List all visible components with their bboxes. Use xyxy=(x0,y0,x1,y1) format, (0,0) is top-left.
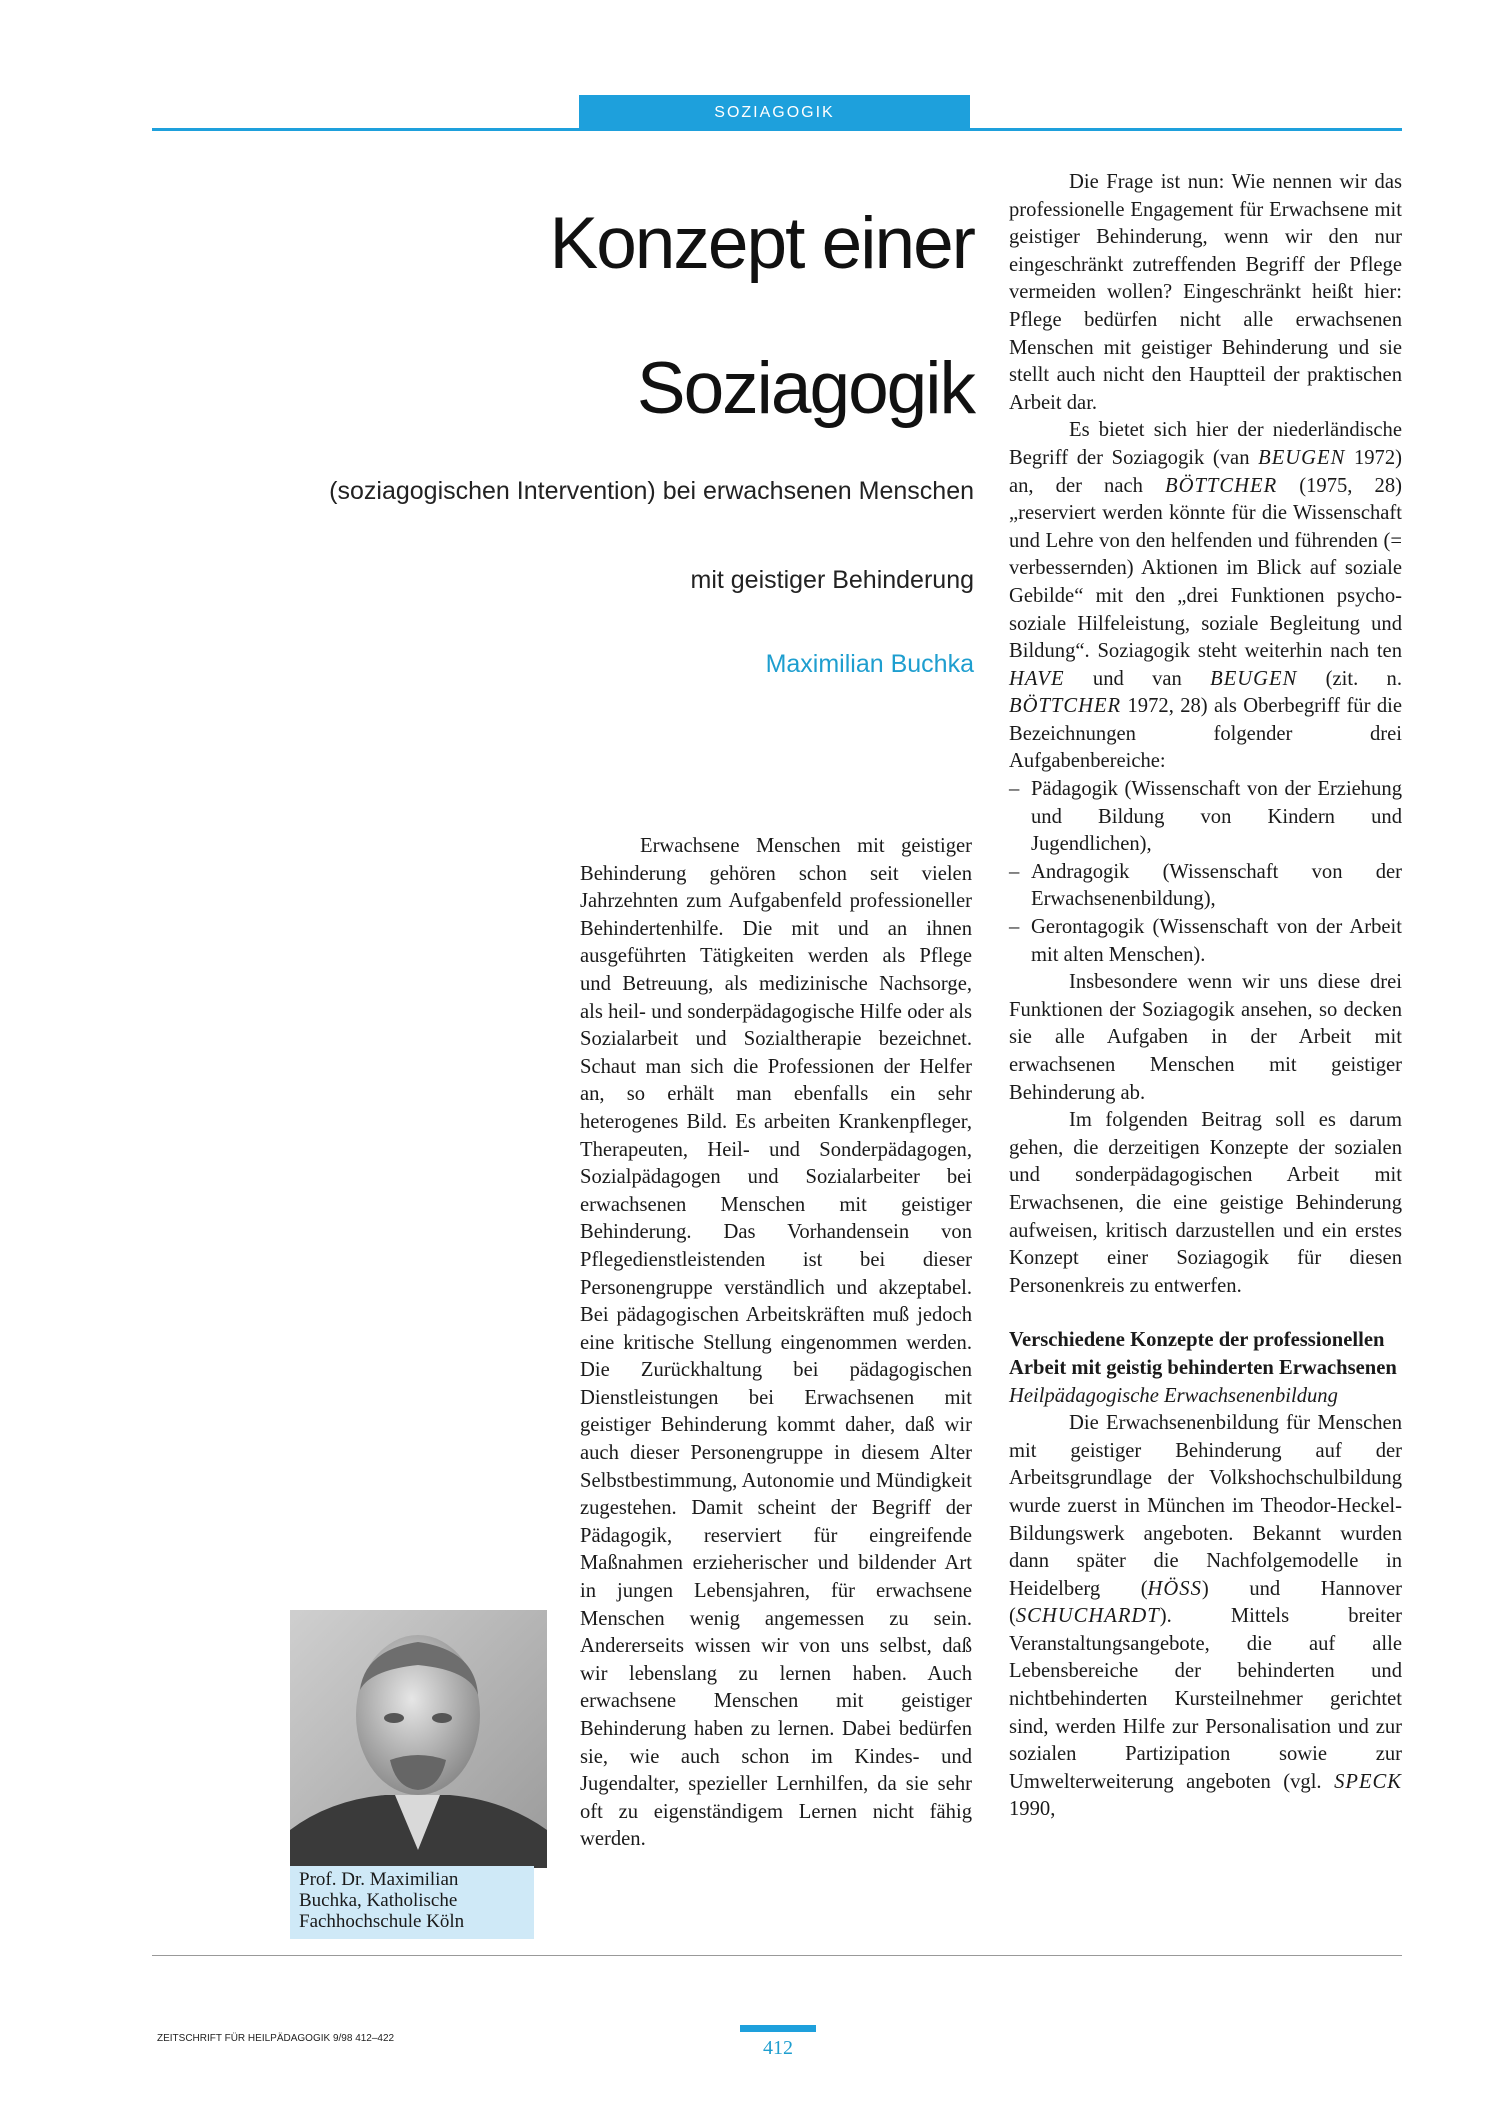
footer-rule xyxy=(152,1955,1402,1956)
header-rule xyxy=(152,128,1402,131)
citation-author: BÖTTCHER xyxy=(1009,695,1122,718)
citation-author: HÖSS xyxy=(1147,1577,1202,1600)
citation-author: HAVE xyxy=(1009,667,1065,690)
citation-author: SCHUCHARDT xyxy=(1015,1605,1160,1628)
page-number-tab xyxy=(740,2025,816,2032)
middle-text-column xyxy=(580,833,972,1854)
paragraph: Die Frage ist nun: Wie nennen wir das professionelle Engagement für Erwachsene mit geistiger Behinderung, wenn wir den nur eingeschränkt zutreffenden Begriff der Pflege vermeiden wollen? Eingeschränkt heißt hier: Pflege bedürfen nicht alle erwachsenen Menschen mit geistiger Behinderung und sie stellt auch nicht den Hauptteil der praktischen Arbeit dar. xyxy=(1009,171,1402,414)
text-run: Es bietet sich hier der niederländische Begriff der Soziagogik (van xyxy=(1009,419,1402,469)
paragraph: Im folgenden Beitrag soll es darum gehen, die derzeitigen Konzepte der sozialen und sonderpädagogischen Arbeit mit Erwachsenen, die eine geistige Behinderung aufweisen, kritisch darzustellen und ein erstes Konzept einer Soziagogik für diesen Personenkreis zu entwerfen. xyxy=(1009,1109,1402,1297)
text-run: Die Erwachsenenbildung für Menschen mit geistiger Behinderung auf der Arbeitsgrundlage der Volkshochschulbildung wurde zuerst in München im Theodor-Heckel-Bildungswerk angeboten. Bekannt wurden dann später die Nachfolgemodelle in Heidelberg ( xyxy=(1009,1412,1402,1600)
citation-author: SPECK xyxy=(1334,1770,1402,1793)
text-run: 1972, 28) als Oberbegriff für die Bezeichnungen folgender drei Aufgabenbereiche: xyxy=(1009,695,1402,773)
list-item xyxy=(1009,859,1402,914)
paragraph: Insbesondere wenn wir uns diese drei Funktionen der Soziagogik ansehen, so decken sie alle Aufgaben in der Arbeit mit erwachsenen Menschen mit geistiger Behinderung ab. xyxy=(1009,971,1402,1104)
section-heading: Verschiedene Konzepte der professionellen Arbeit mit geistig behinderten Erwachsenen xyxy=(1009,1329,1397,1379)
text-run: ). Mittels breiter Veranstaltungsangebote, die auf alle Lebensbereiche der behinderten und nichtbehinderten Kursteilnehmer gerichtet sind, werden Hilfe zur Personalisation und zur sozialen Partizipation sowie zur Umwelterweiterung angeboten (vgl. xyxy=(1009,1605,1402,1793)
photo-caption xyxy=(290,1866,534,1939)
author-name: Maximilian Buchka xyxy=(765,650,974,678)
list-dash: – xyxy=(1009,860,1020,883)
text-run: (1975, 28) „reserviert werden könnte für die Wissenschaft und Lehre von den helfenden und führenden (= verbessernden) Aktionen im Blick auf soziale Gebilde“ mit den „drei Funktionen psycho-soziale Hilfeleistung, soziale Begleitung und Bildung“. Soziagogik steht weiterhin nach ten xyxy=(1009,474,1402,663)
text-run: ) und Hannover ( xyxy=(1009,1577,1402,1628)
caption-line: Fachhochschule Köln xyxy=(299,1911,465,1932)
list-item xyxy=(1009,776,1402,859)
list-item-text: Gerontagogik (Wissenschaft von der Arbeit mit alten Menschen). xyxy=(1031,916,1402,966)
list-dash: – xyxy=(1009,778,1020,801)
paragraph xyxy=(1009,1410,1402,1824)
list-item xyxy=(1009,914,1402,969)
author-photo xyxy=(290,1610,547,1868)
article-title-line-2: Soziagogik xyxy=(636,348,974,429)
caption-line: Prof. Dr. Maximilian xyxy=(299,1869,459,1890)
subsection-heading: Heilpädagogische Erwachsenenbildung xyxy=(1009,1384,1338,1407)
text-run: 1972) an, der nach xyxy=(1009,446,1402,497)
text-run: und van xyxy=(1064,667,1211,690)
paragraph: Erwachsene Menschen mit geistiger Behinderung gehören schon seit vielen Jahrzehnten zum Aufgabenfeld professioneller Behindertenhilfe. Die mit und an ihnen ausgeführten Tätigkeiten werden als Pflege und Betreuung, als medizinische Nachsorge, als heil- und sonderpädagogische Hilfe oder als Sozialarbeit und Sozialtherapie bezeichnet. Schaut man sich die Professionen der Helfer an, so erhält man ebenfalls ein sehr heterogenes Bild. Es arbeiten Krankenpfleger, Therapeuten, Heil- und Sonderpädagogen, Sozialpädagogen und Sozialarbeiter bei erwachsenen Menschen mit geistiger Behinderung. Das Vorhandensein von Pflegedienstleistenden ist bei dieser Personengruppe verständlich und akzeptabel. Bei pädagogischen Arbeitskräften muß jedoch eine kritische Stellung eingenommen werden. Die Zurückhaltung bei pädagogischen Dienstleistungen bei Erwachsenen mit geistiger Behinderung kommt daher, daß wir auch dieser Personengruppe in diesem Alter Selbstbestimmung, Autonomie und Mündigkeit zugestehen. Damit scheint der Begriff der Pädagogik, reserviert für eingreifende Maßnahmen erzieherischer und bildender Art in jungen Lebensjahren, für erwachsene Menschen wenig angemessen zu sein. Andererseits wissen wir von uns selbst, daß wir lebenslang zu lernen haben. Auch erwachsene Menschen mit geistiger Behinderung haben zu lernen. Dabei bedürfen sie, wie auch schon im Kindes- und Jugendalter, spezieller Lernhilfen, da sie sehr oft zu eigenständigem Lernen nicht fähig werden. xyxy=(580,835,972,1851)
page-number: 412 xyxy=(763,2037,793,2059)
caption-line: Buchka, Katholische xyxy=(299,1890,458,1911)
paragraph xyxy=(1009,417,1402,776)
article-subtitle-line-1: (soziagogischen Intervention) bei erwachsenen Menschen xyxy=(329,477,974,505)
article-subtitle-line-2: mit geistiger Behinderung xyxy=(690,566,974,594)
list-dash: – xyxy=(1009,916,1020,939)
author-portrait-image xyxy=(290,1610,547,1868)
section-label: SOZIAGOGIK xyxy=(579,95,970,130)
citation-author: BEUGEN xyxy=(1258,446,1346,469)
journal-reference: ZEITSCHRIFT FÜR HEILPÄDAGOGIK 9/98 412–422 xyxy=(157,2033,395,2044)
right-text-column xyxy=(1009,169,1402,1824)
list-item-text: Andragogik (Wissenschaft von der Erwachsenenbildung), xyxy=(1031,860,1402,911)
article-title-line-1: Konzept einer xyxy=(549,203,974,284)
text-run: 1990, xyxy=(1009,1798,1056,1821)
citation-author: BÖTTCHER xyxy=(1165,474,1278,497)
list-item-text: Pädagogik (Wissenschaft von der Erziehung und Bildung von Kindern und Jugendlichen), xyxy=(1031,778,1402,856)
text-run: (zit. n. xyxy=(1297,667,1402,690)
citation-author: BEUGEN xyxy=(1210,667,1298,690)
